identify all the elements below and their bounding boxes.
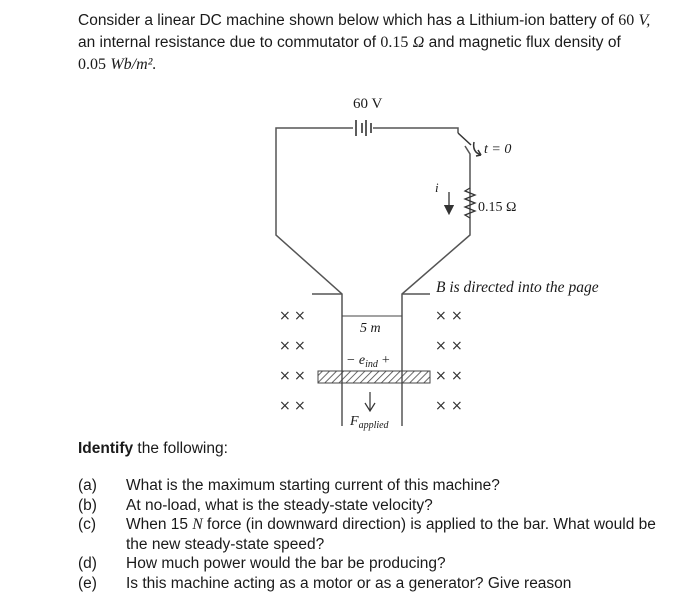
right-wire <box>373 128 470 360</box>
battery-label: 60 V <box>353 96 383 112</box>
battery-symbol <box>356 120 371 136</box>
battery-voltage-unit: V, <box>638 12 651 29</box>
field-cross-mark: × <box>435 368 447 384</box>
question-e <box>78 574 678 594</box>
left-wire <box>276 128 353 360</box>
battery-voltage-value: 60 <box>618 12 635 29</box>
question-label: (d) <box>78 555 97 572</box>
flux-density-value: 0.05 <box>78 56 106 73</box>
flux-density-unit: Wb/m². <box>110 56 157 73</box>
question-text: Is this machine acting as a motor or as a generator? Give reason <box>126 574 572 592</box>
question-text: What is the maximum starting current of this machine? <box>126 477 500 494</box>
field-cross-mark: × <box>435 398 447 414</box>
field-direction-label: B is directed into the page <box>436 279 599 296</box>
current-label: i <box>435 180 439 195</box>
force-label: $F_{applied}$ <box>350 414 389 431</box>
field-cross-mark: × <box>451 368 463 384</box>
field-cross-mark: × <box>279 338 291 354</box>
heading-bold: Identify <box>78 440 134 457</box>
field-cross-mark: × <box>294 398 306 414</box>
field-cross-mark: × <box>294 338 306 354</box>
field-cross-mark: × <box>294 368 306 384</box>
resistor-label: 0.15 Ω <box>478 200 517 215</box>
question-label: (a) <box>78 477 97 494</box>
intro-text-3: and magnetic flux density of <box>424 34 621 51</box>
field-cross-mark: × <box>435 308 447 324</box>
resistance-value: 0.15 <box>380 34 409 51</box>
questions-list <box>78 476 678 593</box>
length-label: 5 m <box>360 321 381 336</box>
conducting-bar <box>318 371 430 383</box>
question-label: (b) <box>78 496 97 514</box>
question-d <box>78 554 678 574</box>
question-a <box>78 476 678 496</box>
intro-text-1: Consider a linear DC machine shown below which has a Lithium-ion battery of <box>78 12 619 29</box>
questions-heading <box>78 440 228 458</box>
switch-label: t = 0 <box>484 142 512 157</box>
field-cross-mark: × <box>435 338 447 354</box>
emf-label: − $e_{ind}$ + <box>347 353 390 370</box>
question-text: At no-load, what is the steady-state velocity? <box>126 496 433 514</box>
resistance-unit: Ω <box>412 34 425 51</box>
intro-text-2: an internal resistance due to commutator of <box>78 34 381 51</box>
field-cross-mark: × <box>279 398 291 414</box>
question-label: (e) <box>78 574 97 592</box>
question-text: How much power would the bar be producing? <box>126 555 446 572</box>
heading-rest: the following: <box>133 440 228 457</box>
field-cross-mark: × <box>451 398 463 414</box>
question-c <box>78 515 678 554</box>
field-cross-mark: × <box>451 308 463 324</box>
question-text: When 15 N force (in downward direction) is applied to the bar. What would be the new steady-state speed? <box>126 516 656 553</box>
field-cross-mark: × <box>279 368 291 384</box>
field-cross-mark: × <box>451 338 463 354</box>
question-b <box>78 496 678 516</box>
field-cross-mark: × <box>279 308 291 324</box>
applied-force-arrow <box>365 392 375 411</box>
field-cross-mark: × <box>294 308 306 324</box>
question-label: (c) <box>78 516 97 533</box>
